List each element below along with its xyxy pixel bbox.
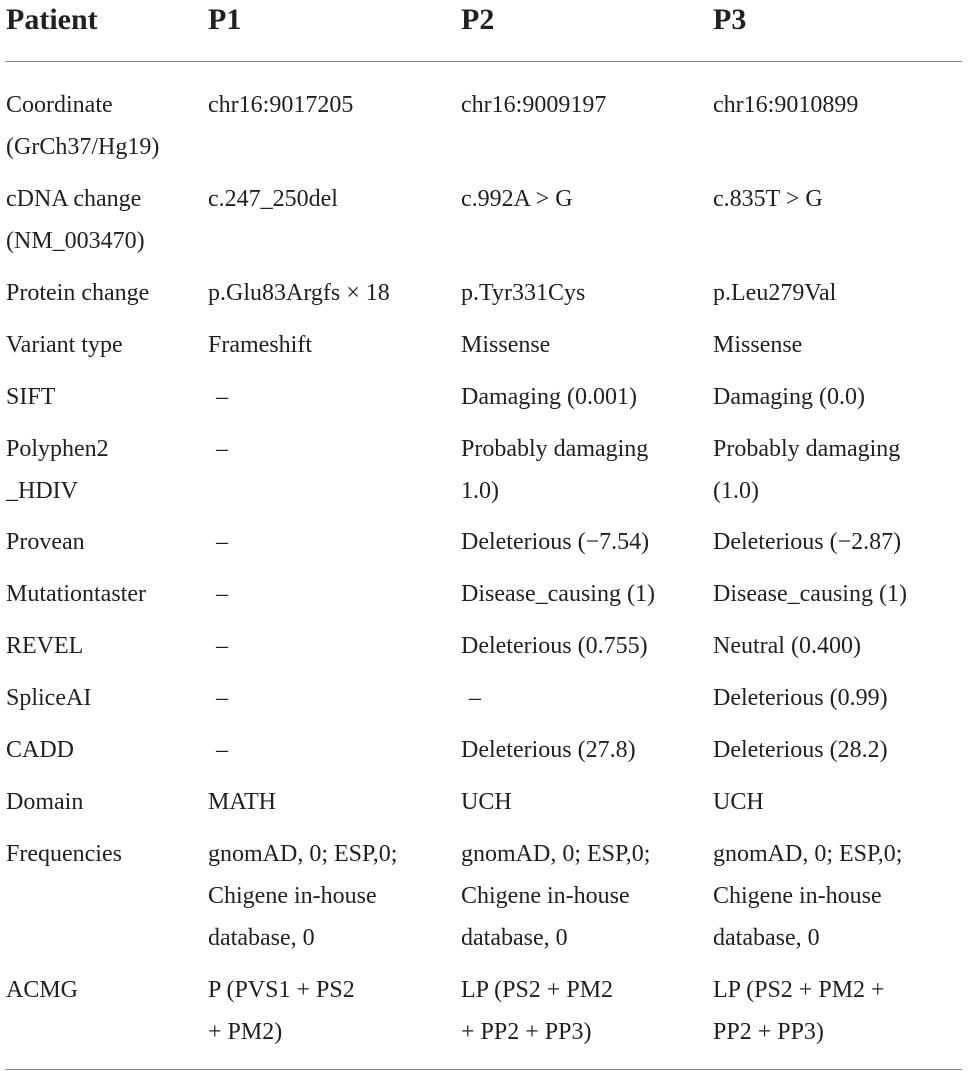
header-p3: P3 bbox=[713, 3, 747, 36]
table-header-row bbox=[0, 0, 968, 62]
row-label: Protein change bbox=[6, 280, 150, 306]
p3-value: Deleterious (0.99) bbox=[713, 685, 888, 711]
row-label: Provean bbox=[6, 529, 85, 555]
p2-value: Probably damaging 1.0) bbox=[461, 436, 649, 504]
p1-value: Frameshift bbox=[208, 332, 312, 358]
p1-value: – bbox=[216, 685, 228, 711]
p1-value: – bbox=[216, 737, 228, 763]
p2-value: p.Tyr331Cys bbox=[461, 280, 586, 306]
p3-value: Disease_causing (1) bbox=[713, 581, 907, 607]
row-label: Coordinate (GrCh37/Hg19) bbox=[6, 92, 160, 160]
p1-value: – bbox=[216, 633, 228, 659]
p2-value: Deleterious (−7.54) bbox=[461, 529, 650, 555]
p1-value: – bbox=[216, 384, 228, 410]
header-patient: Patient bbox=[6, 3, 98, 36]
p2-value: Damaging (0.001) bbox=[461, 384, 637, 410]
p3-value: p.Leu279Val bbox=[713, 280, 837, 306]
p1-value: MATH bbox=[208, 789, 277, 815]
p1-value: – bbox=[216, 529, 228, 555]
p2-value: Deleterious (0.755) bbox=[461, 633, 648, 659]
row-label: REVEL bbox=[6, 633, 84, 659]
p2-value: gnomAD, 0; ESP,0; Chigene in-house database, 0 bbox=[461, 841, 651, 951]
table-bottom-rule bbox=[5, 1069, 962, 1070]
p2-value: UCH bbox=[461, 789, 512, 815]
p1-value: chr16:9017205 bbox=[208, 92, 354, 118]
p3-value: Damaging (0.0) bbox=[713, 384, 865, 410]
p3-value: gnomAD, 0; ESP,0; Chigene in-house database, 0 bbox=[713, 841, 903, 951]
p3-value: c.835T > G bbox=[713, 186, 823, 212]
p1-value: P (PVS1 + PS2 + PM2) bbox=[208, 977, 355, 1045]
p2-value: Deleterious (27.8) bbox=[461, 737, 636, 763]
p3-value: Deleterious (−2.87) bbox=[713, 529, 902, 555]
row-label: Frequencies bbox=[6, 841, 122, 867]
row-label: ACMG bbox=[6, 977, 79, 1003]
p3-value: UCH bbox=[713, 789, 764, 815]
p3-value: chr16:9010899 bbox=[713, 92, 859, 118]
row-label: CADD bbox=[6, 737, 75, 763]
p3-value: Missense bbox=[713, 332, 803, 358]
p2-value: – bbox=[469, 685, 481, 711]
row-label: Polyphen2 _HDIV bbox=[6, 436, 109, 504]
p2-value: Disease_causing (1) bbox=[461, 581, 655, 607]
header-p1: P1 bbox=[208, 3, 242, 36]
p1-value: p.Glu83Argfs × 18 bbox=[208, 280, 390, 306]
p3-value: Probably damaging (1.0) bbox=[713, 436, 901, 504]
p1-value: – bbox=[216, 581, 228, 607]
p1-value: – bbox=[216, 436, 228, 462]
header-divider bbox=[5, 61, 962, 62]
row-label: cDNA change (NM_003470) bbox=[6, 186, 145, 254]
row-label: Mutationtaster bbox=[6, 581, 146, 607]
row-label: SIFT bbox=[6, 384, 56, 410]
p2-value: c.992A > G bbox=[461, 186, 573, 212]
p1-value: c.247_250del bbox=[208, 186, 338, 212]
p2-value: Missense bbox=[461, 332, 551, 358]
row-label: SpliceAI bbox=[6, 685, 92, 711]
row-label: Domain bbox=[6, 789, 84, 815]
p3-value: Neutral (0.400) bbox=[713, 633, 861, 659]
p1-value: gnomAD, 0; ESP,0; Chigene in-house database, 0 bbox=[208, 841, 398, 951]
header-p2: P2 bbox=[461, 3, 495, 36]
p2-value: LP (PS2 + PM2 + PP2 + PP3) bbox=[461, 977, 614, 1045]
p3-value: LP (PS2 + PM2 + PP2 + PP3) bbox=[713, 977, 885, 1045]
p3-value: Deleterious (28.2) bbox=[713, 737, 888, 763]
p2-value: chr16:9009197 bbox=[461, 92, 607, 118]
row-label: Variant type bbox=[6, 332, 123, 358]
